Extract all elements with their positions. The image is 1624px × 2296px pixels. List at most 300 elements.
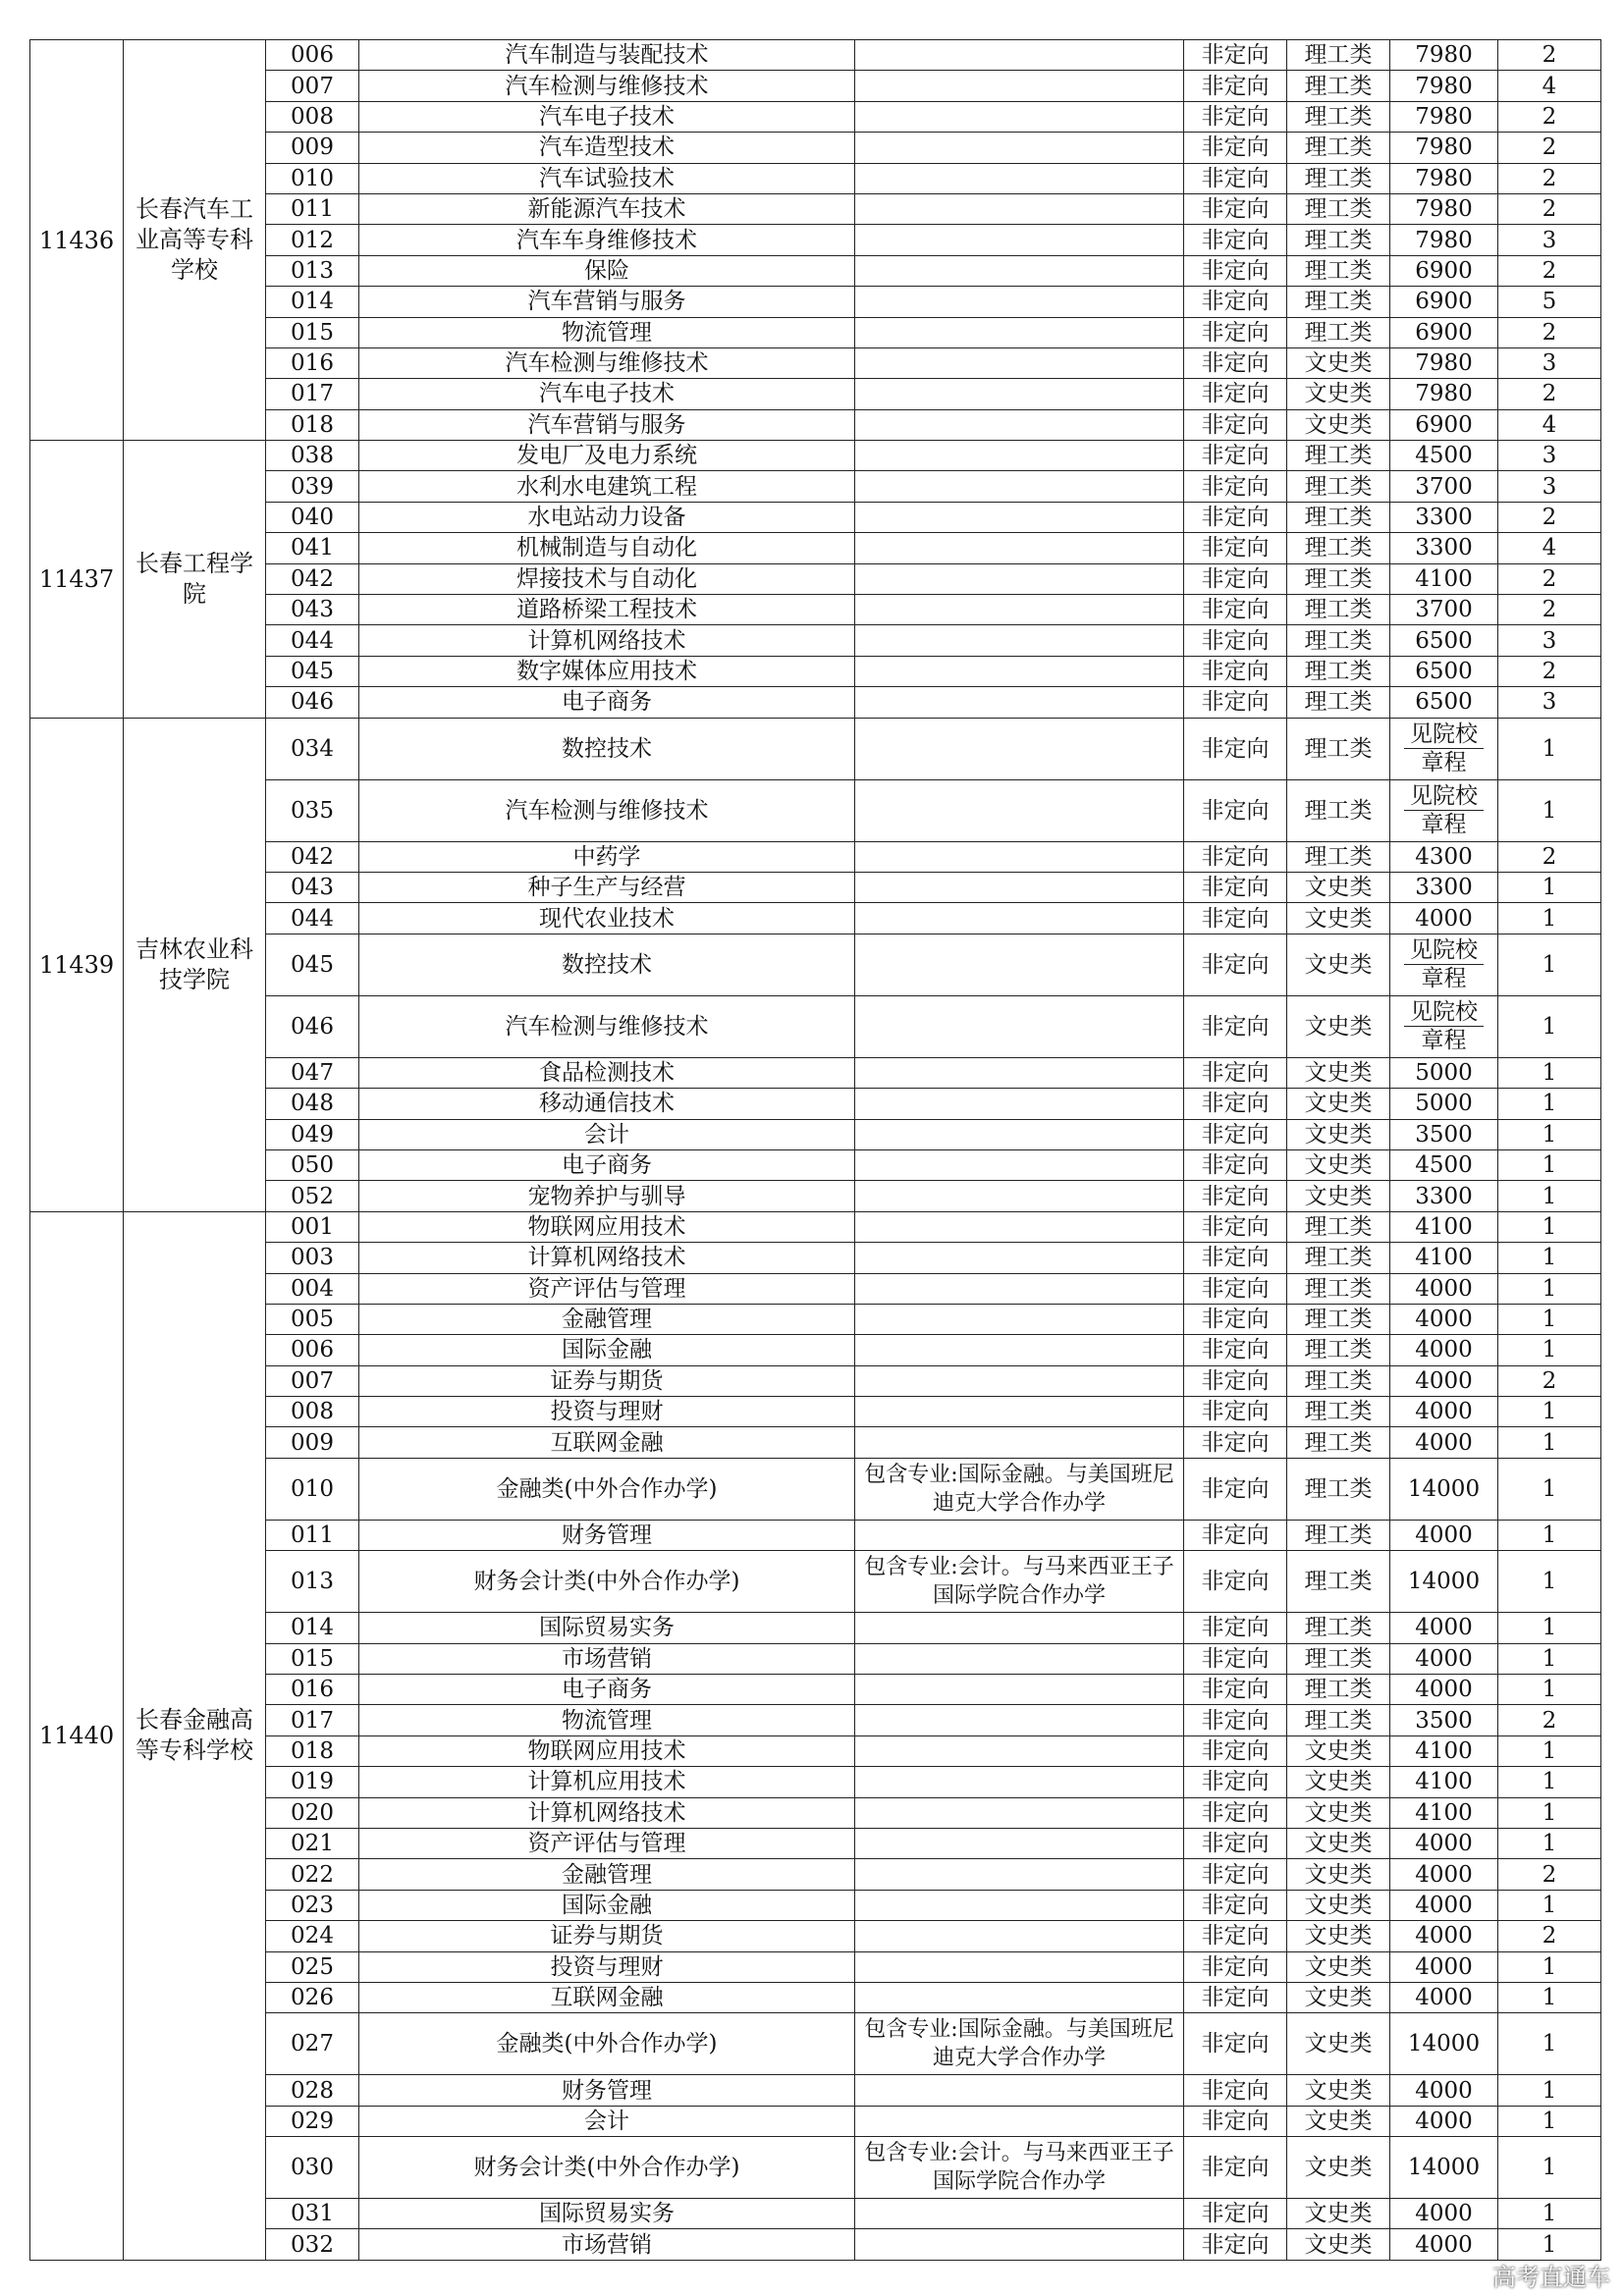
major-name-cell: 数控技术 <box>359 934 855 995</box>
enrollment-count-cell: 1 <box>1498 2013 1601 2075</box>
major-code-cell: 017 <box>266 1705 359 1735</box>
orientation-cell: 非定向 <box>1184 563 1287 594</box>
enrollment-count-cell: 1 <box>1498 872 1601 902</box>
tuition-cell: 4000 <box>1390 1859 1498 1890</box>
note-cell <box>855 1675 1184 1705</box>
category-cell: 理工类 <box>1287 1304 1390 1334</box>
tuition-cell: 4100 <box>1390 1243 1498 1273</box>
note-cell <box>855 101 1184 132</box>
enrollment-count-cell: 1 <box>1498 1951 1601 1982</box>
category-cell: 理工类 <box>1287 255 1390 286</box>
major-name-cell: 证券与期货 <box>359 1921 855 1951</box>
category-cell: 理工类 <box>1287 656 1390 686</box>
enrollment-count-cell: 2 <box>1498 101 1601 132</box>
tuition-cell: 7980 <box>1390 379 1498 409</box>
note-cell <box>855 2229 1184 2260</box>
orientation-cell: 非定向 <box>1184 2199 1287 2229</box>
enrollment-count-cell: 2 <box>1498 1859 1601 1890</box>
tuition-cell: 4000 <box>1390 1427 1498 1458</box>
enrollment-count-cell: 1 <box>1498 1797 1601 1828</box>
note-cell <box>855 1828 1184 1858</box>
major-code-cell: 011 <box>266 1520 359 1550</box>
note-cell: 包含专业:国际金融。与美国班尼迪克大学合作办学 <box>855 1458 1184 1520</box>
tuition-cell: 14000 <box>1390 2137 1498 2199</box>
tuition-cell: 4000 <box>1390 1951 1498 1982</box>
major-code-cell: 026 <box>266 1982 359 2012</box>
orientation-cell: 非定向 <box>1184 1181 1287 1211</box>
major-name-cell: 新能源汽车技术 <box>359 193 855 224</box>
category-cell: 理工类 <box>1287 1211 1390 1242</box>
major-name-cell: 现代农业技术 <box>359 903 855 934</box>
table-row <box>30 2137 1601 2199</box>
category-cell: 文史类 <box>1287 1859 1390 1890</box>
orientation-cell: 非定向 <box>1184 101 1287 132</box>
major-name-cell: 会计 <box>359 1119 855 1149</box>
note-cell <box>855 2075 1184 2106</box>
table-row <box>30 1675 1601 1705</box>
major-name-cell: 汽车造型技术 <box>359 133 855 163</box>
orientation-cell: 非定向 <box>1184 718 1287 779</box>
category-cell: 理工类 <box>1287 287 1390 317</box>
enrollment-count-cell: 1 <box>1498 2106 1601 2136</box>
orientation-cell: 非定向 <box>1184 1335 1287 1365</box>
enrollment-count-cell: 1 <box>1498 1427 1601 1458</box>
note-cell <box>855 1149 1184 1180</box>
category-cell: 文史类 <box>1287 2106 1390 2136</box>
tuition-cell: 4000 <box>1390 1643 1498 1674</box>
major-name-cell: 数控技术 <box>359 718 855 779</box>
major-code-cell: 006 <box>266 1335 359 1365</box>
major-name-cell: 财务会计类(中外合作办学) <box>359 2137 855 2199</box>
enrollment-count-cell: 2 <box>1498 1365 1601 1396</box>
table-row <box>30 533 1601 563</box>
orientation-cell: 非定向 <box>1184 255 1287 286</box>
orientation-cell: 非定向 <box>1184 1089 1287 1119</box>
major-name-cell: 市场营销 <box>359 1643 855 1674</box>
major-code-cell: 005 <box>266 1304 359 1334</box>
orientation-cell: 非定向 <box>1184 1551 1287 1613</box>
enrollment-count-cell: 2 <box>1498 163 1601 193</box>
category-cell: 理工类 <box>1287 1427 1390 1458</box>
orientation-cell: 非定向 <box>1184 71 1287 101</box>
enrollment-count-cell: 1 <box>1498 1767 1601 1797</box>
category-cell: 文史类 <box>1287 1797 1390 1828</box>
major-name-cell: 汽车检测与维修技术 <box>359 347 855 378</box>
major-code-cell: 032 <box>266 2229 359 2260</box>
note-cell <box>855 347 1184 378</box>
table-row <box>30 1890 1601 1920</box>
major-code-cell: 044 <box>266 625 359 656</box>
orientation-cell: 非定向 <box>1184 779 1287 841</box>
orientation-cell: 非定向 <box>1184 1119 1287 1149</box>
orientation-cell: 非定向 <box>1184 287 1287 317</box>
category-cell: 理工类 <box>1287 193 1390 224</box>
orientation-cell: 非定向 <box>1184 1675 1287 1705</box>
table-row <box>30 1705 1601 1735</box>
enrollment-count-cell: 2 <box>1498 841 1601 872</box>
note-cell <box>855 71 1184 101</box>
category-cell: 理工类 <box>1287 317 1390 347</box>
tuition-cell: 6500 <box>1390 687 1498 718</box>
plan-table-body <box>30 40 1601 2261</box>
category-cell: 理工类 <box>1287 1613 1390 1643</box>
major-code-cell: 001 <box>266 1211 359 1242</box>
orientation-cell: 非定向 <box>1184 1767 1287 1797</box>
enrollment-count-cell: 5 <box>1498 287 1601 317</box>
enrollment-count-cell: 1 <box>1498 2137 1601 2199</box>
school-name-cell: 长春金融高等专科学校 <box>124 1211 266 2260</box>
tuition-cell: 4000 <box>1390 1921 1498 1951</box>
major-code-cell: 013 <box>266 255 359 286</box>
note-cell: 包含专业:会计。与马来西亚王子国际学院合作办学 <box>855 2137 1184 2199</box>
enrollment-count-cell: 3 <box>1498 225 1601 255</box>
major-code-cell: 021 <box>266 1828 359 1858</box>
major-code-cell: 008 <box>266 101 359 132</box>
enrollment-count-cell: 3 <box>1498 687 1601 718</box>
major-code-cell: 023 <box>266 1890 359 1920</box>
orientation-cell: 非定向 <box>1184 409 1287 440</box>
enrollment-count-cell: 2 <box>1498 656 1601 686</box>
orientation-cell: 非定向 <box>1184 441 1287 471</box>
note-cell <box>855 502 1184 532</box>
note-cell <box>855 1921 1184 1951</box>
major-name-cell: 计算机网络技术 <box>359 1797 855 1828</box>
tuition-cell: 5000 <box>1390 1057 1498 1088</box>
orientation-cell: 非定向 <box>1184 934 1287 995</box>
category-cell: 文史类 <box>1287 1767 1390 1797</box>
tuition-cell: 3500 <box>1390 1705 1498 1735</box>
note-cell <box>855 687 1184 718</box>
orientation-cell: 非定向 <box>1184 841 1287 872</box>
tuition-cell: 3700 <box>1390 471 1498 502</box>
major-name-cell: 焊接技术与自动化 <box>359 563 855 594</box>
admission-plan-table <box>29 39 1601 2261</box>
watermark-text: 高考直通车 <box>1492 2264 1610 2291</box>
enrollment-count-cell: 1 <box>1498 2075 1601 2106</box>
school-name-cell: 长春工程学院 <box>124 441 266 719</box>
enrollment-count-cell: 1 <box>1498 1211 1601 1242</box>
major-code-cell: 038 <box>266 441 359 471</box>
category-cell: 理工类 <box>1287 1458 1390 1520</box>
note-cell <box>855 1365 1184 1396</box>
table-row <box>30 1551 1601 1613</box>
tuition-cell: 4000 <box>1390 1613 1498 1643</box>
major-name-cell: 汽车车身维修技术 <box>359 225 855 255</box>
tuition-cell: 6900 <box>1390 409 1498 440</box>
major-code-cell: 030 <box>266 2137 359 2199</box>
table-row <box>30 1767 1601 1797</box>
tuition-cell: 3300 <box>1390 502 1498 532</box>
orientation-cell: 非定向 <box>1184 317 1287 347</box>
school-code-cell: 11437 <box>30 441 124 719</box>
note-cell <box>855 595 1184 625</box>
major-code-cell: 049 <box>266 1119 359 1149</box>
category-cell: 理工类 <box>1287 1643 1390 1674</box>
table-row <box>30 287 1601 317</box>
tuition-cell: 6900 <box>1390 255 1498 286</box>
major-name-cell: 种子生产与经营 <box>359 872 855 902</box>
orientation-cell: 非定向 <box>1184 1951 1287 1982</box>
note-cell <box>855 995 1184 1057</box>
enrollment-count-cell: 1 <box>1498 1982 1601 2012</box>
major-name-cell: 财务会计类(中外合作办学) <box>359 1551 855 1613</box>
table-row <box>30 1243 1601 1273</box>
orientation-cell: 非定向 <box>1184 903 1287 934</box>
major-code-cell: 014 <box>266 1613 359 1643</box>
enrollment-count-cell: 1 <box>1498 1890 1601 1920</box>
tuition-line-1: 见院校 <box>1404 998 1484 1027</box>
table-row <box>30 71 1601 101</box>
major-code-cell: 003 <box>266 1243 359 1273</box>
category-cell: 理工类 <box>1287 563 1390 594</box>
major-name-cell: 财务管理 <box>359 2075 855 2106</box>
note-cell <box>855 1273 1184 1304</box>
category-cell: 文史类 <box>1287 872 1390 902</box>
table-row <box>30 563 1601 594</box>
table-row <box>30 1613 1601 1643</box>
major-code-cell: 015 <box>266 317 359 347</box>
orientation-cell: 非定向 <box>1184 1304 1287 1334</box>
major-code-cell: 012 <box>266 225 359 255</box>
tuition-cell <box>1390 779 1498 841</box>
major-name-cell: 金融类(中外合作办学) <box>359 1458 855 1520</box>
table-row <box>30 1149 1601 1180</box>
tuition-cell: 7980 <box>1390 225 1498 255</box>
table-row <box>30 1735 1601 1766</box>
major-name-cell: 电子商务 <box>359 687 855 718</box>
table-row <box>30 471 1601 502</box>
note-cell <box>855 1613 1184 1643</box>
major-name-cell: 资产评估与管理 <box>359 1273 855 1304</box>
tuition-cell <box>1390 718 1498 779</box>
orientation-cell: 非定向 <box>1184 40 1287 71</box>
category-cell: 文史类 <box>1287 347 1390 378</box>
category-cell: 文史类 <box>1287 995 1390 1057</box>
major-name-cell: 会计 <box>359 2106 855 2136</box>
orientation-cell: 非定向 <box>1184 1520 1287 1550</box>
major-name-cell: 计算机网络技术 <box>359 625 855 656</box>
note-cell <box>855 1211 1184 1242</box>
major-code-cell: 010 <box>266 1458 359 1520</box>
category-cell: 文史类 <box>1287 2013 1390 2075</box>
major-name-cell: 汽车试验技术 <box>359 163 855 193</box>
enrollment-count-cell: 2 <box>1498 563 1601 594</box>
major-code-cell: 024 <box>266 1921 359 1951</box>
orientation-cell: 非定向 <box>1184 1982 1287 2012</box>
enrollment-count-cell: 1 <box>1498 1828 1601 1858</box>
major-name-cell: 电子商务 <box>359 1675 855 1705</box>
category-cell: 文史类 <box>1287 1890 1390 1920</box>
enrollment-count-cell: 2 <box>1498 1921 1601 1951</box>
note-cell <box>855 841 1184 872</box>
major-code-cell: 013 <box>266 1551 359 1613</box>
tuition-cell: 6500 <box>1390 656 1498 686</box>
note-cell: 包含专业:国际金融。与美国班尼迪克大学合作办学 <box>855 2013 1184 2075</box>
major-code-cell: 047 <box>266 1057 359 1088</box>
category-cell: 理工类 <box>1287 71 1390 101</box>
orientation-cell: 非定向 <box>1184 2106 1287 2136</box>
major-name-cell: 数字媒体应用技术 <box>359 656 855 686</box>
tuition-cell: 4000 <box>1390 1890 1498 1920</box>
note-cell: 包含专业:会计。与马来西亚王子国际学院合作办学 <box>855 1551 1184 1613</box>
category-cell: 理工类 <box>1287 779 1390 841</box>
major-code-cell: 045 <box>266 656 359 686</box>
note-cell <box>855 287 1184 317</box>
major-code-cell: 008 <box>266 1397 359 1427</box>
orientation-cell: 非定向 <box>1184 872 1287 902</box>
table-row <box>30 1304 1601 1334</box>
orientation-cell: 非定向 <box>1184 1613 1287 1643</box>
tuition-cell: 14000 <box>1390 2013 1498 2075</box>
category-cell: 文史类 <box>1287 1057 1390 1088</box>
table-row <box>30 934 1601 995</box>
tuition-cell: 7980 <box>1390 163 1498 193</box>
orientation-cell: 非定向 <box>1184 163 1287 193</box>
enrollment-count-cell: 1 <box>1498 903 1601 934</box>
major-name-cell: 发电厂及电力系统 <box>359 441 855 471</box>
major-name-cell: 机械制造与自动化 <box>359 533 855 563</box>
enrollment-count-cell: 2 <box>1498 1705 1601 1735</box>
enrollment-count-cell: 1 <box>1498 1675 1601 1705</box>
major-name-cell: 互联网金融 <box>359 1982 855 2012</box>
note-cell <box>855 779 1184 841</box>
tuition-cell: 4000 <box>1390 1397 1498 1427</box>
note-cell <box>855 1859 1184 1890</box>
major-name-cell: 国际金融 <box>359 1335 855 1365</box>
enrollment-count-cell: 1 <box>1498 1520 1601 1550</box>
enrollment-count-cell: 1 <box>1498 1243 1601 1273</box>
note-cell <box>855 471 1184 502</box>
tuition-cell: 3500 <box>1390 1119 1498 1149</box>
category-cell: 理工类 <box>1287 718 1390 779</box>
tuition-line-1: 见院校 <box>1404 936 1484 965</box>
enrollment-count-cell: 1 <box>1498 1057 1601 1088</box>
table-row <box>30 40 1601 71</box>
tuition-cell: 4500 <box>1390 441 1498 471</box>
orientation-cell: 非定向 <box>1184 1735 1287 1766</box>
major-code-cell: 007 <box>266 1365 359 1396</box>
table-row <box>30 1427 1601 1458</box>
tuition-cell: 7980 <box>1390 133 1498 163</box>
orientation-cell: 非定向 <box>1184 1921 1287 1951</box>
note-cell <box>855 872 1184 902</box>
enrollment-count-cell: 1 <box>1498 1149 1601 1180</box>
tuition-cell: 4000 <box>1390 1335 1498 1365</box>
category-cell: 文史类 <box>1287 1119 1390 1149</box>
note-cell <box>855 409 1184 440</box>
table-row <box>30 133 1601 163</box>
tuition-cell: 4000 <box>1390 1365 1498 1396</box>
table-row <box>30 1859 1601 1890</box>
category-cell: 理工类 <box>1287 225 1390 255</box>
table-row <box>30 1643 1601 1674</box>
note-cell <box>855 1705 1184 1735</box>
school-name-cell: 长春汽车工业高等专科学校 <box>124 40 266 441</box>
table-row <box>30 2106 1601 2136</box>
enrollment-count-cell: 1 <box>1498 1643 1601 1674</box>
major-code-cell: 029 <box>266 2106 359 2136</box>
tuition-cell: 3300 <box>1390 1181 1498 1211</box>
table-row <box>30 2199 1601 2229</box>
tuition-cell: 4000 <box>1390 1675 1498 1705</box>
note-cell <box>855 1643 1184 1674</box>
table-row <box>30 1797 1601 1828</box>
orientation-cell: 非定向 <box>1184 225 1287 255</box>
major-name-cell: 食品检测技术 <box>359 1057 855 1088</box>
tuition-cell <box>1390 934 1498 995</box>
orientation-cell: 非定向 <box>1184 502 1287 532</box>
major-name-cell: 汽车检测与维修技术 <box>359 71 855 101</box>
enrollment-count-cell: 1 <box>1498 1335 1601 1365</box>
tuition-cell: 4000 <box>1390 1828 1498 1858</box>
major-code-cell: 010 <box>266 163 359 193</box>
enrollment-count-cell: 1 <box>1498 1089 1601 1119</box>
orientation-cell: 非定向 <box>1184 2137 1287 2199</box>
tuition-cell: 4100 <box>1390 1735 1498 1766</box>
category-cell: 理工类 <box>1287 101 1390 132</box>
orientation-cell: 非定向 <box>1184 1890 1287 1920</box>
major-code-cell: 046 <box>266 687 359 718</box>
table-row <box>30 1119 1601 1149</box>
category-cell: 文史类 <box>1287 409 1390 440</box>
orientation-cell: 非定向 <box>1184 2229 1287 2260</box>
tuition-cell: 5000 <box>1390 1089 1498 1119</box>
major-code-cell: 042 <box>266 841 359 872</box>
enrollment-count-cell: 4 <box>1498 71 1601 101</box>
tuition-cell: 4100 <box>1390 1797 1498 1828</box>
note-cell <box>855 563 1184 594</box>
major-name-cell: 金融管理 <box>359 1304 855 1334</box>
major-name-cell: 国际贸易实务 <box>359 1613 855 1643</box>
table-row <box>30 1181 1601 1211</box>
enrollment-count-cell: 2 <box>1498 595 1601 625</box>
category-cell: 理工类 <box>1287 471 1390 502</box>
tuition-cell: 6900 <box>1390 317 1498 347</box>
table-row <box>30 2229 1601 2260</box>
orientation-cell: 非定向 <box>1184 1365 1287 1396</box>
orientation-cell: 非定向 <box>1184 1797 1287 1828</box>
category-cell: 理工类 <box>1287 533 1390 563</box>
tuition-cell <box>1390 995 1498 1057</box>
note-cell <box>855 625 1184 656</box>
table-row <box>30 317 1601 347</box>
tuition-line-1: 见院校 <box>1404 721 1484 749</box>
category-cell: 理工类 <box>1287 1273 1390 1304</box>
category-cell: 理工类 <box>1287 1705 1390 1735</box>
orientation-cell: 非定向 <box>1184 1859 1287 1890</box>
orientation-cell: 非定向 <box>1184 1397 1287 1427</box>
category-cell: 文史类 <box>1287 1181 1390 1211</box>
tuition-cell: 7980 <box>1390 101 1498 132</box>
orientation-cell: 非定向 <box>1184 1705 1287 1735</box>
table-row <box>30 1089 1601 1119</box>
major-name-cell: 金融类(中外合作办学) <box>359 2013 855 2075</box>
major-name-cell: 宠物养护与驯导 <box>359 1181 855 1211</box>
enrollment-count-cell: 2 <box>1498 40 1601 71</box>
orientation-cell: 非定向 <box>1184 1149 1287 1180</box>
enrollment-count-cell: 1 <box>1498 2229 1601 2260</box>
note-cell <box>855 1119 1184 1149</box>
note-cell <box>855 934 1184 995</box>
category-cell: 理工类 <box>1287 625 1390 656</box>
note-cell <box>855 1304 1184 1334</box>
tuition-cell: 4000 <box>1390 1273 1498 1304</box>
category-cell: 理工类 <box>1287 441 1390 471</box>
category-cell: 文史类 <box>1287 2075 1390 2106</box>
note-cell <box>855 656 1184 686</box>
table-row <box>30 1057 1601 1088</box>
note-cell <box>855 1797 1184 1828</box>
